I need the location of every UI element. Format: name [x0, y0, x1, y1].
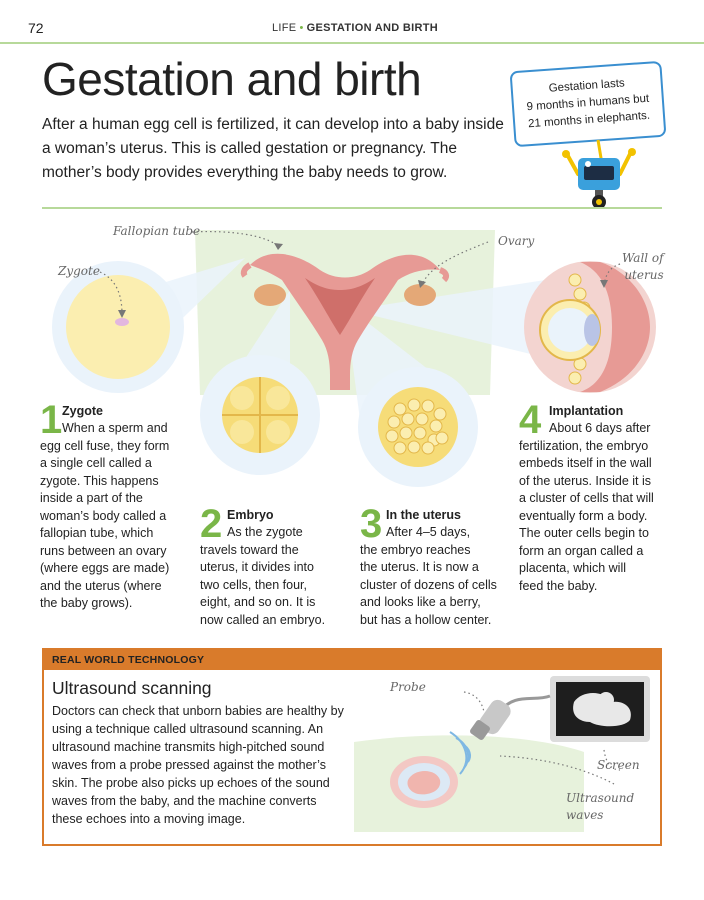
running-head [272, 22, 438, 34]
step-line: woman’s body called a [40, 508, 167, 523]
bullet-icon: • [299, 22, 304, 34]
step-line: feed the baby. [519, 578, 598, 593]
step-line: About 6 days after [549, 421, 651, 435]
page-number: 72 [28, 20, 44, 36]
box-category-bar: REAL WORLD TECHNOLOGY [44, 650, 660, 670]
fetus-icon [390, 756, 458, 808]
step-number: 1 [40, 398, 63, 442]
step-line: cluster of dozens of cells [360, 577, 497, 592]
label-wall-of-uterus [622, 250, 664, 284]
step-body [519, 420, 674, 595]
callout-line: 9 months in humans but [526, 92, 650, 114]
step-line: now called an embryo. [200, 612, 326, 627]
label-zygote: Zygote [58, 264, 100, 278]
step-line: and looks like a berry, [360, 595, 481, 609]
step-line: but has a hollow center. [360, 612, 492, 627]
step-line: placenta, which will [519, 561, 626, 575]
page-title: Gestation and birth [42, 53, 422, 105]
step-line: When a sperm and [62, 421, 168, 435]
step-line: (where eggs are made) [40, 561, 170, 575]
callout-line: 21 months in elephants. [527, 109, 651, 131]
robot-icon [540, 134, 650, 214]
embryo-circle [200, 355, 320, 475]
label-waves-line: waves [566, 808, 604, 822]
running-head-section: LIFE [272, 22, 297, 34]
step-body [200, 524, 350, 629]
label-ovary: Ovary [498, 234, 535, 248]
step-title: Zygote [62, 404, 103, 418]
step-number: 4 [519, 398, 542, 442]
step-body [40, 420, 190, 613]
step-line: runs between an ovary [40, 543, 167, 558]
box-body: Doctors can check that unborn babies are healthy by using a technique called ultrasound scanning. An ultrasound machine transmits high-pitched sound waves from a probe pressed against the mother’s skin. The probe also picks up echoes of the sound waves from the baby, and the machine converts these echoes into a moving image. [52, 704, 344, 826]
box-heading: Ultrasound scanning [52, 678, 212, 698]
step-line: travels toward the [200, 542, 299, 557]
step-line: form an organ called a [519, 543, 644, 558]
step-line: fallopian tube, which [40, 526, 154, 540]
step-line: eventually form a body. [519, 508, 648, 523]
step-line: fertilization, the embryo [519, 438, 649, 453]
label-fallopian-tube: Fallopian tube [113, 224, 201, 238]
step-number: 2 [200, 502, 223, 546]
step-line: embeds itself in the wall [519, 456, 652, 470]
step-body [360, 524, 515, 629]
callout-line: Gestation lasts [548, 77, 626, 95]
step-line: a single cell called a [40, 456, 152, 470]
step-line: two cells, then four, [200, 577, 308, 592]
step-title: Implantation [549, 404, 624, 418]
step-line: zygote. This happens [40, 473, 159, 488]
step-line: a cluster of cells that will [519, 491, 654, 505]
step-line: uterus, it divides into [200, 560, 314, 574]
step-line: the embryo reaches [360, 542, 471, 557]
label-ultrasound-waves [566, 790, 634, 824]
zygote-circle [52, 261, 184, 393]
label-wall-line: uterus [624, 268, 664, 282]
step-line: the uterus. It is now a [360, 560, 479, 574]
step-line: inside a part of the [40, 491, 143, 505]
header-rule [0, 42, 704, 44]
label-wall-line: Wall of [622, 251, 664, 265]
section-rule [42, 207, 662, 209]
step-line: eight, and so on. It is [200, 595, 316, 609]
step-title: In the uterus [386, 508, 462, 522]
label-probe: Probe [390, 680, 426, 694]
running-head-chapter: GESTATION AND BIRTH [306, 22, 438, 34]
step-line: and the uterus (where [40, 578, 162, 593]
step-line: of the uterus. Inside it is [519, 473, 652, 488]
label-screen: Screen [597, 758, 640, 772]
step-line: the baby grows). [40, 596, 133, 610]
morula-circle [358, 367, 478, 487]
step-number: 3 [360, 502, 383, 546]
intro-text: After a human egg cell is fertilized, it can develop into a baby inside a woman’s uterus. This is called gestation or pregnancy. The mother’s body provides everything the baby needs to grow. [42, 116, 504, 181]
real-world-technology-box [42, 648, 662, 846]
ultrasound-screen-icon [550, 676, 650, 742]
step-line: The outer cells begin to [519, 526, 649, 540]
step-line: After 4–5 days, [386, 525, 471, 539]
ovary-left-icon [254, 284, 286, 306]
step-line: As the zygote [227, 525, 303, 539]
step-title: Embryo [227, 508, 274, 522]
label-waves-line: Ultrasound [566, 791, 635, 805]
step-line: egg cell fuse, they form [40, 438, 170, 453]
